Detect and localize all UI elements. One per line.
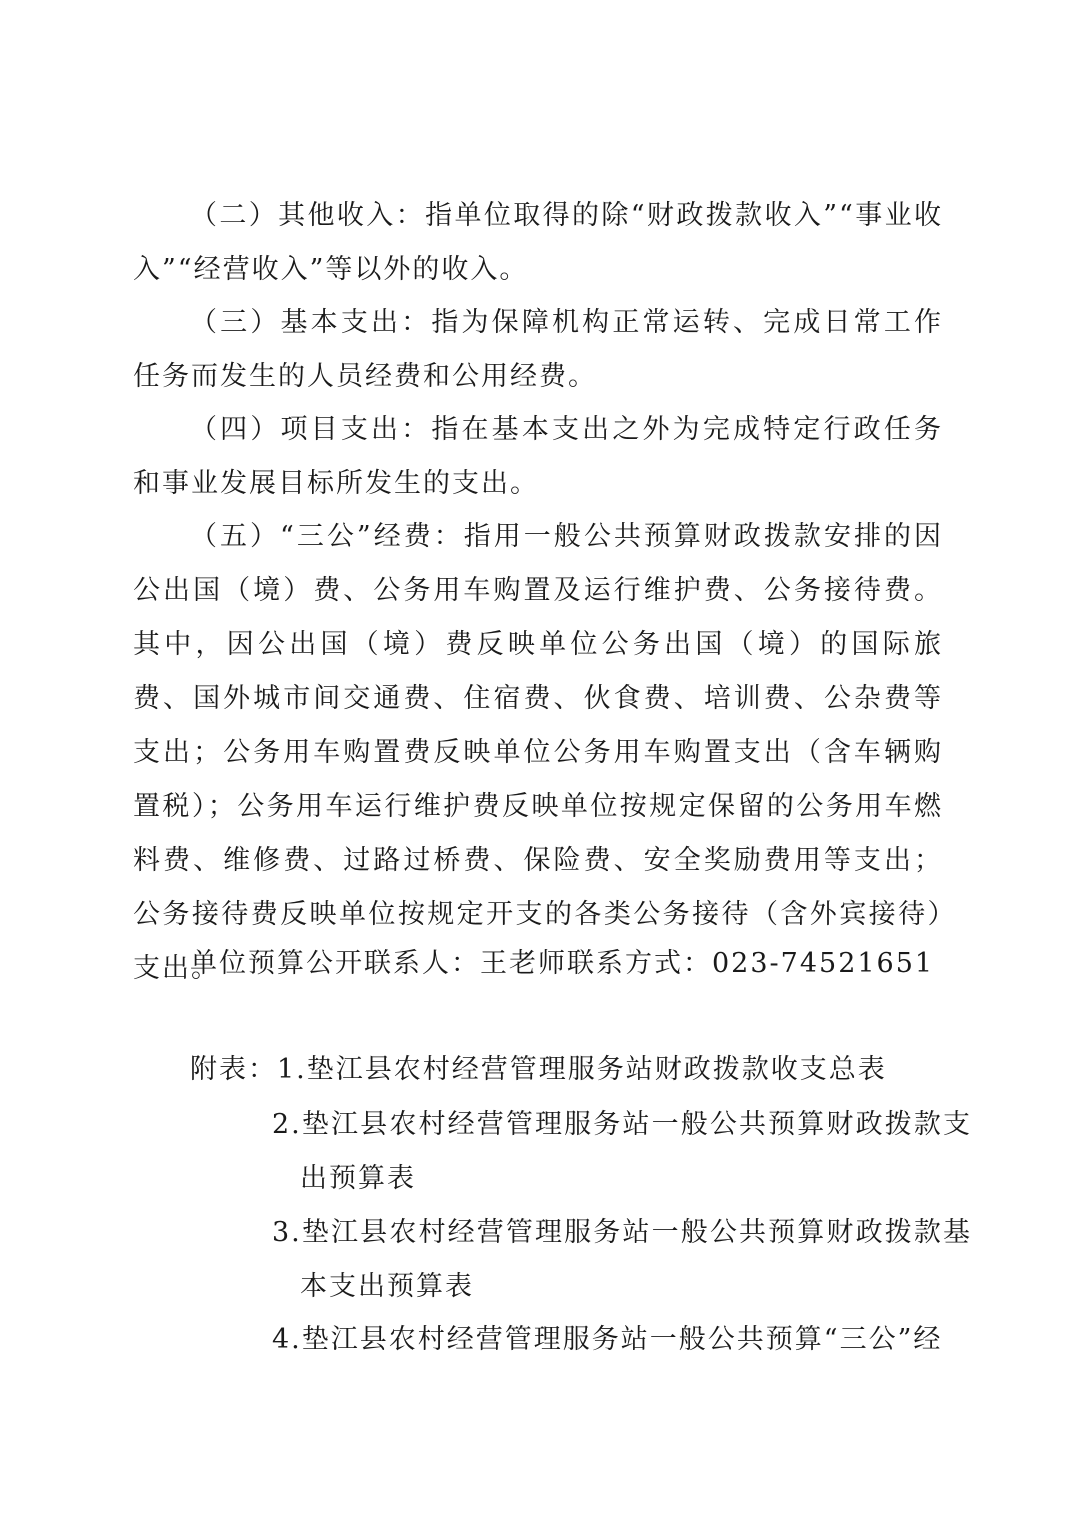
definition-three-public-expenses: （五）“三公”经费：指用一般公共预算财政拨款安排的因公出国（境）费、公务用车购置及运行维护费、公务接待费。其中，因公出国（境）费反映单位公务出国（境）的国际旅费、国外城市间交通费、住宿费、伙食费、培训费、公杂费等支出；公务用车购置费反映单位公务用车购置支出（含车辆购置税）；公务用车运行维护费反映单位按规定保留的公务用车燃料费、维修费、过路过桥费、保险费、安全奖励费用等支出；公务接待费反映单位按规定开支的各类公务接待（含外宾接待）支出。 (133, 521, 943, 984)
definition-basic-expenditure: （三）基本支出：指为保障机构正常运转、完成日常工作任务而发生的人员经费和公用经费。 (133, 307, 943, 392)
definition-other-income: （二）其他收入：指单位取得的除“财政拨款收入”“事业收入”“经营收入”等以外的收入。 (133, 200, 943, 285)
appendix-item-4: 4.垫江县农村经营管理服务站一般公共预算“三公”经 (272, 1324, 943, 1355)
contact-line: 单位预算公开联系人：王老师联系方式：023-74521651 (190, 948, 935, 979)
appendix-heading: 附表：1.垫江县农村经营管理服务站财政拨款收支总表 (190, 1054, 887, 1085)
appendix-item-2: 2.垫江县农村经营管理服务站一般公共预算财政拨款支出预算表 (272, 1109, 972, 1194)
definition-project-expenditure: （四）项目支出：指在基本支出之外为完成特定行政任务和事业发展目标所发生的支出。 (133, 414, 943, 499)
appendix-item-3: 3.垫江县农村经营管理服务站一般公共预算财政拨款基本支出预算表 (272, 1217, 972, 1302)
